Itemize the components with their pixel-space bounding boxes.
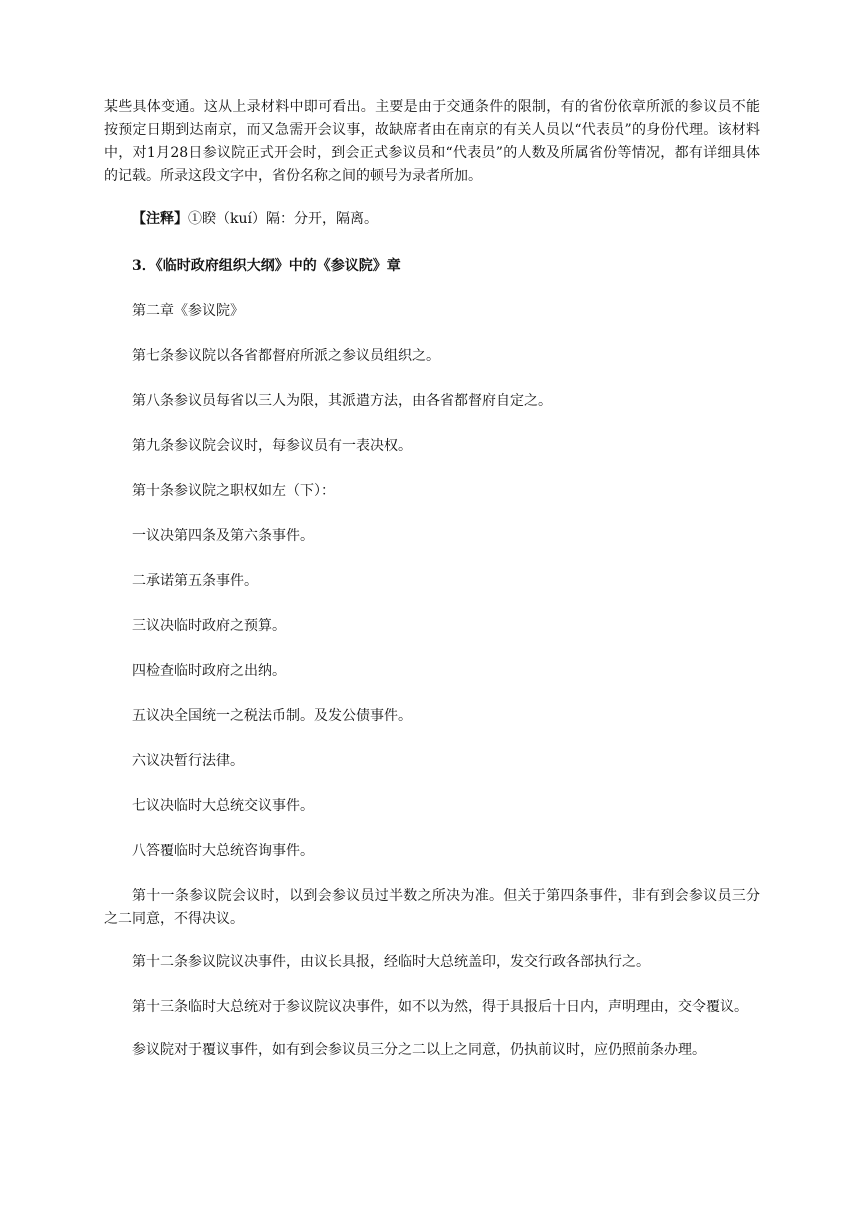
- article-10-item-7: 七议决临时大总统交议事件。: [132, 798, 314, 814]
- article-13: 第十三条临时大总统对于参议院议决事件，如不以为然，得于具报后十日内，声明理由，交令覆议。: [132, 999, 748, 1015]
- article-10: 第十条参议院之职权如左（下）：: [132, 483, 335, 499]
- note-paragraph: [104, 208, 760, 231]
- article-10-item-3: 三议决临时政府之预算。: [132, 618, 286, 634]
- article-10-item-5: 五议决全国统一之税法币制。及发公债事件。: [132, 708, 412, 724]
- chapter-title: 第二章《参议院》: [132, 303, 244, 319]
- article-7: 第七条参议院以各省都督府所派之参议员组织之。: [132, 348, 440, 364]
- article-12: 第十二条参议院议决事件，由议长具报，经临时大总统盖印，发交行政各部执行之。: [132, 954, 650, 970]
- article-13-override: 参议院对于覆议事件，如有到会参议员三分之二以上之同意，仍执前议时，应仍照前条办理。: [132, 1042, 706, 1058]
- note-text: ①睽（kuí）隔：分开，隔离。: [188, 211, 378, 227]
- article-11: 第十一条参议院会议时，以到会参议员过半数之所决为准。但关于第四条事件，非有到会参议员三分之二同意，不得决议。: [104, 888, 760, 927]
- article-10-item-8: 八答覆临时大总统咨询事件。: [132, 843, 314, 859]
- article-10-item-6: 六议决暂行法律。: [132, 753, 244, 769]
- article-10-item-2: 二承诺第五条事件。: [132, 573, 258, 589]
- intro-paragraph: 某些具体变通。这从上录材料中即可看出。主要是由于交通条件的限制，有的省份依章所派的参议员不能按预定日期到达南京，而又急需开会议事，故缺席者由在南京的有关人员以“代表员”的身份代理。该材料中，对1月28日参议院正式开会时，到会正式参议员和“代表员”的人数及所属省份等情况，都有详细具体的记载。所录这段文字中，省份名称之间的顿号为录者所加。: [104, 99, 760, 184]
- note-label: 【注释】: [132, 211, 188, 227]
- section-heading: 3．《临时政府组织大纲》中的《参议院》章: [132, 258, 401, 274]
- document-page: [104, 96, 760, 1062]
- article-9: 第九条参议院会议时，每参议员有一表决权。: [132, 438, 412, 454]
- article-8: 第八条参议员每省以三人为限，其派遣方法，由各省都督府自定之。: [132, 393, 552, 409]
- article-10-item-1: 一议决第四条及第六条事件。: [132, 528, 314, 544]
- article-10-item-4: 四检查临时政府之出纳。: [132, 663, 286, 679]
